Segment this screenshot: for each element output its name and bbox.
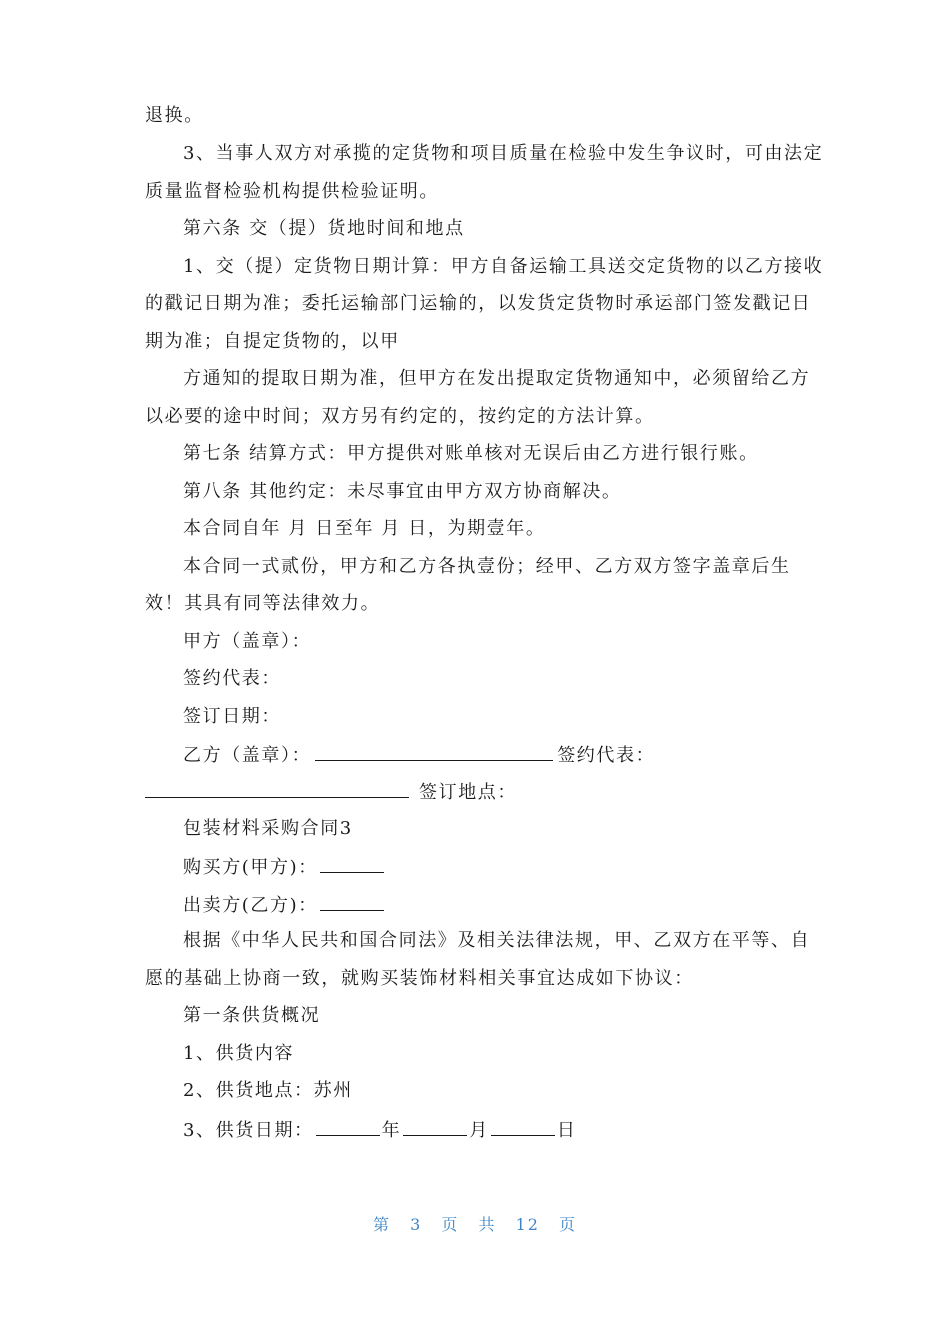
party-a-seal-label: 甲方（盖章）： bbox=[183, 631, 312, 652]
footer-text: 页 bbox=[559, 1215, 578, 1234]
blank-underline bbox=[145, 779, 409, 798]
text-line: 本合同一式贰份，甲方和乙方各执壹份；经甲、乙方双方签字盖章后生 bbox=[183, 556, 791, 577]
party-a-rep-label: 签约代表： bbox=[183, 668, 281, 689]
section-heading: 第六条 交（提）货地时间和地点 bbox=[183, 218, 465, 239]
text-line: 质量监督检验机构提供检验证明。 bbox=[145, 181, 439, 202]
list-item: 1、供货内容 bbox=[183, 1043, 295, 1064]
current-page-number: 3 bbox=[410, 1215, 423, 1234]
total-page-number: 12 bbox=[515, 1215, 540, 1234]
footer-text: 共 bbox=[478, 1215, 497, 1234]
supply-date-label: 3、供货日期： bbox=[183, 1120, 314, 1141]
seller-label: 出卖方(乙方)： bbox=[183, 895, 318, 916]
blank-underline bbox=[403, 1117, 467, 1136]
sign-place-label: 签订地点： bbox=[419, 782, 517, 803]
month-label: 月 bbox=[469, 1120, 489, 1141]
blank-underline bbox=[320, 854, 384, 873]
text-line: 3、当事人双方对承揽的定货物和项目质量在检验中发生争议时，可由法定 bbox=[183, 143, 824, 164]
section-heading: 第七条 结算方式：甲方提供对账单核对无误后由乙方进行银行账。 bbox=[183, 443, 759, 464]
blank-underline bbox=[320, 892, 384, 911]
text-line: 愿的基础上协商一致，就购买装饰材料相关事宜达成如下协议： bbox=[145, 968, 694, 989]
text-line: 以必要的途中时间；双方另有约定的，按约定的方法计算。 bbox=[145, 406, 655, 427]
year-label: 年 bbox=[381, 1120, 402, 1141]
day-label: 日 bbox=[556, 1120, 577, 1141]
page-footer bbox=[0, 1212, 950, 1235]
party-b-seal-label: 乙方（盖章）： bbox=[183, 745, 312, 766]
section-heading: 第八条 其他约定：未尽事宜由甲方双方协商解决。 bbox=[183, 481, 622, 502]
party-b-rep-label: 签约代表： bbox=[557, 745, 656, 766]
list-item: 2、供货地点：苏州 bbox=[183, 1080, 353, 1101]
buyer-label: 购买方(甲方)： bbox=[183, 857, 318, 878]
buyer-line bbox=[183, 854, 388, 880]
blank-underline bbox=[316, 1117, 380, 1136]
footer-text: 第 bbox=[372, 1215, 391, 1234]
text-line: 本合同自年 月 日至年 月 日，为期壹年。 bbox=[183, 518, 546, 539]
text-line: 根据《中华人民共和国合同法》及相关法律法规，甲、乙双方在平等、自 bbox=[183, 930, 811, 951]
section-heading: 第一条供货概况 bbox=[183, 1005, 321, 1026]
contract-title: 包装材料采购合同3 bbox=[183, 818, 353, 839]
party-a-date-label: 签订日期： bbox=[183, 706, 281, 727]
footer-text: 页 bbox=[441, 1215, 460, 1234]
blank-underline bbox=[315, 742, 553, 761]
text-line: 1、交（提）定货物日期计算：甲方自备运输工具送交定货物的以乙方接收 bbox=[183, 256, 824, 277]
text-line: 方通知的提取日期为准，但甲方在发出提取定货物通知中，必须留给乙方 bbox=[183, 368, 811, 389]
text-line: 退换。 bbox=[145, 105, 204, 126]
blank-underline bbox=[491, 1117, 555, 1136]
place-sign-line bbox=[145, 779, 517, 805]
text-line: 的戳记日期为准；委托运输部门运输的，以发货定货物时承运部门签发戳记日 bbox=[145, 293, 812, 314]
supply-date-line bbox=[183, 1117, 576, 1143]
party-b-sign-line bbox=[183, 742, 655, 768]
text-line: 期为准；自提定货物的，以甲 bbox=[145, 331, 400, 352]
text-line: 效！其具有同等法律效力。 bbox=[145, 593, 381, 614]
seller-line bbox=[183, 892, 388, 918]
